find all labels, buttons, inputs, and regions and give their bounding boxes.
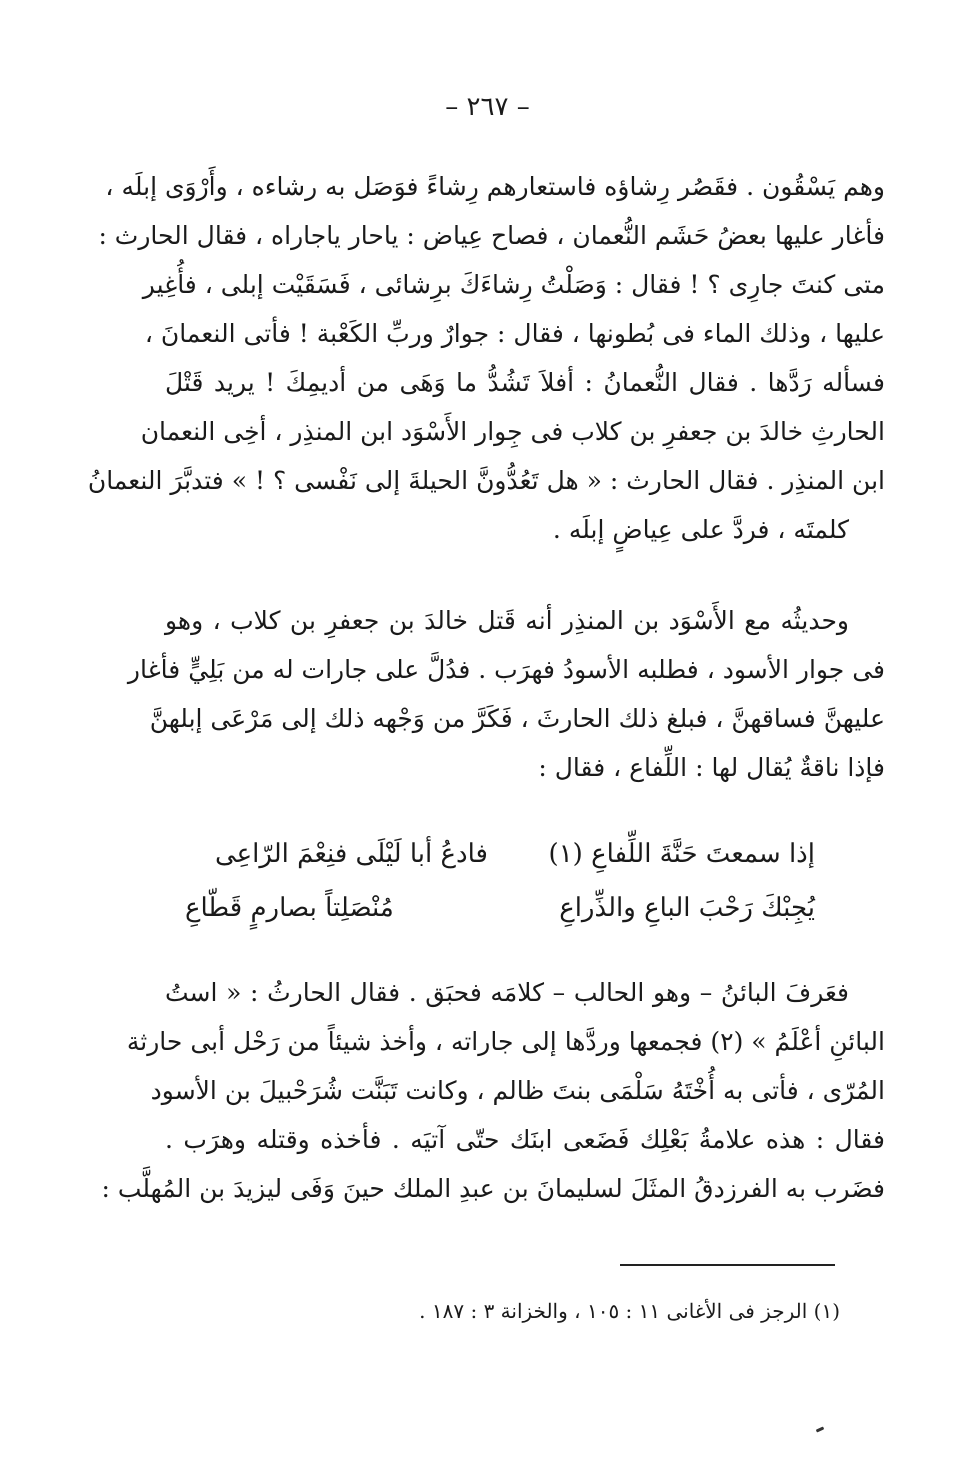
footnote: (١) الرجز فى الأغانى ١١ : ١٠٥ ، والخزانة ٣ : ١٨٧ . (419, 1299, 840, 1323)
page-number: – ٢٦٧ – (445, 92, 530, 122)
text-line: فى جوار الأسود ، فطلبه الأسودُ فهرَب . فدُلَّ على جارات له من بَلِيٍّ فأغار (127, 655, 885, 684)
paragraph-2 (127, 596, 885, 792)
text-line: ابن المنذِر . فقال الحارث : « هل تَعُدُّونَّ الحيلةَ إلى نَفْسى ؟ ! » فتدبَّرَ النعمانُ (87, 466, 885, 495)
text-line: فضَرب به الفرزدقُ المثَلَ لسليمانَ بن عبدِ الملك حينَ وَفَى ليزيدَ بن المُهلَّب : (101, 1174, 885, 1203)
verse-hemistich-second: فادعُ أبا لَيْلَى فنِعْمَ الرّاعِى (215, 839, 488, 869)
text-line: وحديثُه مع الأَسْوَد بن المنذِر أنه قَتل خالدَ بن جعفرِ بن كلاب ، وهو (165, 606, 849, 635)
text-line: فأغار عليها بعضُ حَشَم النُّعمان ، فصاح عِياض : ياحار ياجاراه ، فقال الحارث : (98, 221, 885, 250)
text-line: كلمتَه ، فردَّ على عِياضٍ إبلَه . (552, 515, 849, 544)
text-line: وهم يَسْقُون . فقَصُر رِشاؤه فاستعارهم رِشاءً فوَصَل به رشاءه ، وأَرْوَى إبلَه ، (105, 172, 885, 201)
text-line: فإذا ناقةٌ يُقال لها : اللِّفاع ، فقال : (538, 753, 885, 782)
footnote-divider (620, 1264, 835, 1266)
verse-hemistich-first: يُجِبْكَ رَحْبَ الباعِ والذِّراعِ (559, 893, 815, 923)
paragraph-3 (101, 968, 885, 1213)
text-line: عليها ، وذلك الماء فى بُطونها ، فقال : جوارٌ وربِّ الكَعْبة ! فأتى النعمانَ ، (144, 319, 885, 348)
verse-2 (185, 880, 815, 936)
text-line: متى كنتَ جارِى ؟ ! فقال : وَصَلْتُ رِشاءَكَ برِشائى ، فَسَقَيْت إبلى ، فأُغِير (142, 270, 885, 299)
verse-1 (215, 826, 815, 882)
scan-mark (816, 1426, 825, 1432)
verse-hemistich-second: مُنْصَلِتاً بصارمٍ قَطّاعِ (185, 893, 394, 923)
text-line: البائنِ أعْلَمُ » (٢) فجمعها وردَّها إلى جاراته ، وأخذ شيئاً من رَحْل أبى حارثة (126, 1027, 885, 1056)
text-line: فسأله رَدَّها . فقال النُّعمانُ : أفلاَ تَشُدُّ ما وَهَى من أديمِكَ ! يريد قَتْلَ (165, 368, 885, 397)
text-line: الحارثِ خالدَ بن جعفرِ بن كلاب فى جِوار الأَسْوَد ابن المنذِر ، أخِى النعمان (140, 417, 885, 446)
text-line: فقال : هذه علامةُ بَعْلِك فَضَعى ابنَك حتّى آتيَه . فأخذه وقتله وهرَب . (165, 1125, 885, 1154)
paragraph-1 (87, 162, 885, 554)
verse-hemistich-first: إذا سمعتَ حَنَّةَ اللِّفاعِ (١) (548, 839, 815, 869)
text-line: فعَرفَ البائنُ – وهو الحالب – كلامَه فحبَق . فقال الحارثُ : « استُ (165, 978, 849, 1007)
text-line: المُرّى ، فأتى به أُخْتَهُ سَلْمَى بنتَ ظالم ، وكانت تَبَنَّت شُرَحْبيلَ بن الأسود (150, 1076, 885, 1105)
text-line: عليهنَّ فساقهنَّ ، فبلغ ذلك الحارثَ ، فَكَرَّ من وَجْهه ذلك إلى مَرْعَى إبلهنَّ (149, 704, 885, 733)
